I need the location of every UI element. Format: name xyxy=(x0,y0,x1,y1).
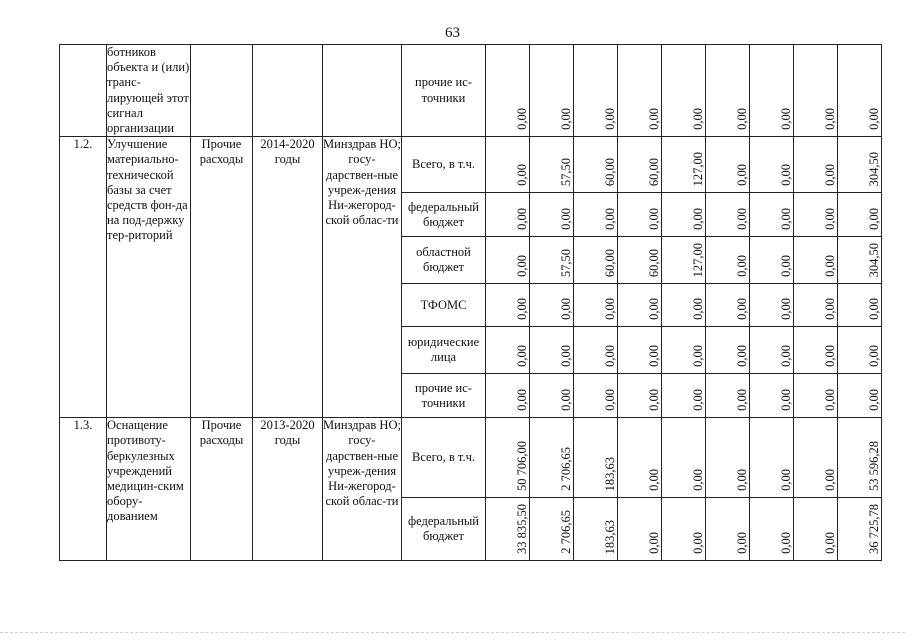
value-cell xyxy=(794,237,838,284)
row-number xyxy=(60,45,107,137)
funding-source-label: федеральный бюджет xyxy=(402,193,486,237)
table-row xyxy=(60,418,882,498)
row-name: Улучшение материально-технической базы за счет средств фон-да на под-держку тер-риторий xyxy=(107,137,191,418)
value-text: 0,00 xyxy=(778,469,793,492)
value-cell xyxy=(574,374,618,418)
value-text: 0,00 xyxy=(734,469,749,492)
value-cell xyxy=(618,284,662,327)
value-text: 0,00 xyxy=(514,164,529,187)
value-text: 0,00 xyxy=(778,345,793,368)
value-text: 0,00 xyxy=(602,208,617,231)
value-text: 36 725,78 xyxy=(866,504,881,555)
value-text: 60,00 xyxy=(602,249,617,278)
funding-source-label: областной бюджет xyxy=(402,237,486,284)
value-cell xyxy=(574,327,618,374)
value-text: 0,00 xyxy=(866,298,881,321)
value-text: 57,50 xyxy=(558,158,573,187)
value-text: 2 706,65 xyxy=(558,510,573,555)
value-text: 50 706,00 xyxy=(514,441,529,492)
value-cell xyxy=(794,137,838,193)
value-cell xyxy=(618,45,662,137)
value-cell xyxy=(574,498,618,561)
value-cell xyxy=(486,498,530,561)
value-cell xyxy=(530,237,574,284)
value-cell xyxy=(530,193,574,237)
value-text: 0,00 xyxy=(558,345,573,368)
value-cell xyxy=(750,193,794,237)
row-expense-type: Прочие расходы xyxy=(191,137,253,418)
value-cell xyxy=(750,45,794,137)
value-text: 0,00 xyxy=(822,208,837,231)
value-text: 0,00 xyxy=(778,298,793,321)
funding-source-label: прочие ис-точники xyxy=(402,374,486,418)
value-cell xyxy=(794,284,838,327)
value-text: 0,00 xyxy=(514,345,529,368)
value-text: 0,00 xyxy=(822,298,837,321)
value-cell xyxy=(838,374,882,418)
value-cell xyxy=(574,418,618,498)
value-cell xyxy=(574,284,618,327)
value-text: 127,00 xyxy=(690,242,705,278)
value-cell xyxy=(530,284,574,327)
value-cell xyxy=(706,193,750,237)
value-text: 0,00 xyxy=(690,469,705,492)
budget-table xyxy=(59,44,882,561)
value-text: 0,00 xyxy=(514,208,529,231)
value-text: 0,00 xyxy=(778,108,793,131)
value-cell xyxy=(486,137,530,193)
value-text: 0,00 xyxy=(734,208,749,231)
value-cell xyxy=(750,284,794,327)
value-cell xyxy=(794,374,838,418)
value-text: 304,50 xyxy=(866,151,881,187)
value-text: 0,00 xyxy=(734,108,749,131)
value-text: 0,00 xyxy=(822,345,837,368)
value-cell xyxy=(662,137,706,193)
value-text: 304,50 xyxy=(866,242,881,278)
value-cell xyxy=(486,45,530,137)
value-cell xyxy=(662,374,706,418)
value-text: 60,00 xyxy=(646,249,661,278)
funding-source-label: Всего, в т.ч. xyxy=(402,418,486,498)
value-text: 0,00 xyxy=(690,298,705,321)
value-text: 0,00 xyxy=(646,208,661,231)
value-cell xyxy=(530,418,574,498)
row-expense-type xyxy=(191,45,253,137)
value-text: 0,00 xyxy=(646,532,661,555)
value-text: 0,00 xyxy=(778,532,793,555)
value-cell xyxy=(618,418,662,498)
row-executor xyxy=(323,45,402,137)
value-text: 0,00 xyxy=(646,108,661,131)
value-cell xyxy=(618,237,662,284)
value-cell xyxy=(662,237,706,284)
row-executor: Минздрав НО; госу-дарствен-ные учреж-дения Ни-жегород-ской облас-ти xyxy=(323,137,402,418)
value-text: 0,00 xyxy=(734,164,749,187)
table-row xyxy=(60,137,882,193)
value-text: 0,00 xyxy=(734,345,749,368)
value-text: 0,00 xyxy=(690,532,705,555)
value-text: 53 596,28 xyxy=(866,441,881,492)
value-text: 0,00 xyxy=(690,389,705,412)
value-cell xyxy=(486,418,530,498)
value-cell xyxy=(750,137,794,193)
value-cell xyxy=(838,327,882,374)
value-text: 0,00 xyxy=(690,108,705,131)
value-cell xyxy=(486,193,530,237)
value-text: 0,00 xyxy=(734,389,749,412)
value-text: 0,00 xyxy=(690,345,705,368)
value-cell xyxy=(486,237,530,284)
value-text: 0,00 xyxy=(866,345,881,368)
value-cell xyxy=(618,137,662,193)
value-text: 0,00 xyxy=(822,255,837,278)
value-cell xyxy=(706,45,750,137)
value-text: 0,00 xyxy=(602,108,617,131)
value-cell xyxy=(618,498,662,561)
value-text: 0,00 xyxy=(822,164,837,187)
value-cell xyxy=(530,137,574,193)
value-cell xyxy=(706,137,750,193)
value-cell xyxy=(794,498,838,561)
value-cell xyxy=(618,327,662,374)
value-text: 2 706,65 xyxy=(558,447,573,492)
row-name: ботников объекта и (или) транс-лирующей этот сигнал организации xyxy=(107,45,190,136)
funding-source-label: Всего, в т.ч. xyxy=(402,137,486,193)
value-cell xyxy=(706,418,750,498)
value-cell xyxy=(706,498,750,561)
value-text: 60,00 xyxy=(602,158,617,187)
value-cell xyxy=(486,284,530,327)
value-text: 0,00 xyxy=(602,389,617,412)
value-text: 0,00 xyxy=(822,532,837,555)
row-number: 1.3. xyxy=(60,418,107,561)
value-cell xyxy=(574,137,618,193)
value-text: 0,00 xyxy=(778,255,793,278)
value-cell xyxy=(662,327,706,374)
value-text: 183,63 xyxy=(602,519,617,555)
value-cell xyxy=(662,284,706,327)
value-text: 127,00 xyxy=(690,151,705,187)
value-cell xyxy=(662,418,706,498)
value-cell xyxy=(530,45,574,137)
funding-source-label: прочие ис-точники xyxy=(402,45,486,137)
value-text: 0,00 xyxy=(734,298,749,321)
value-cell xyxy=(574,193,618,237)
value-cell xyxy=(662,45,706,137)
funding-source-label: юридические лица xyxy=(402,327,486,374)
value-cell xyxy=(530,374,574,418)
value-text: 0,00 xyxy=(778,164,793,187)
value-cell xyxy=(750,374,794,418)
value-text: 0,00 xyxy=(646,298,661,321)
value-cell xyxy=(706,327,750,374)
value-cell xyxy=(662,498,706,561)
value-text: 0,00 xyxy=(646,345,661,368)
row-name: Оснащение противоту-беркулезных учреждений медицин-ским обору-дованием xyxy=(107,418,191,561)
value-text: 0,00 xyxy=(822,389,837,412)
funding-source-label: ТФОМС xyxy=(402,284,486,327)
row-number: 1.2. xyxy=(60,137,107,418)
value-text: 0,00 xyxy=(734,255,749,278)
value-cell xyxy=(662,193,706,237)
table-row xyxy=(60,45,882,137)
page-number: 63 xyxy=(445,25,460,41)
value-cell xyxy=(618,374,662,418)
value-cell xyxy=(618,193,662,237)
value-cell xyxy=(706,374,750,418)
row-executor: Минздрав НО; госу-дарствен-ные учреж-дения Ни-жегород-ской облас-ти xyxy=(323,418,402,561)
value-text: 0,00 xyxy=(514,389,529,412)
value-cell xyxy=(838,498,882,561)
value-text: 0,00 xyxy=(822,469,837,492)
value-text: 60,00 xyxy=(646,158,661,187)
value-cell xyxy=(530,498,574,561)
value-cell xyxy=(794,193,838,237)
value-cell xyxy=(486,327,530,374)
value-cell xyxy=(530,327,574,374)
value-text: 0,00 xyxy=(690,208,705,231)
funding-source-label: федеральный бюджет xyxy=(402,498,486,561)
value-text: 0,00 xyxy=(778,208,793,231)
value-cell xyxy=(794,45,838,137)
value-text: 0,00 xyxy=(866,389,881,412)
value-text: 0,00 xyxy=(822,108,837,131)
value-text: 0,00 xyxy=(866,108,881,131)
value-cell xyxy=(794,418,838,498)
value-text: 0,00 xyxy=(514,298,529,321)
value-text: 0,00 xyxy=(778,389,793,412)
value-text: 0,00 xyxy=(514,255,529,278)
value-text: 0,00 xyxy=(514,108,529,131)
value-cell xyxy=(838,237,882,284)
value-text: 0,00 xyxy=(558,108,573,131)
value-text: 33 835,50 xyxy=(514,504,529,555)
row-years: 2014-2020 годы xyxy=(253,137,323,418)
value-text: 0,00 xyxy=(558,208,573,231)
value-cell xyxy=(706,237,750,284)
value-cell xyxy=(574,237,618,284)
value-cell xyxy=(794,327,838,374)
value-text: 0,00 xyxy=(866,208,881,231)
value-text: 0,00 xyxy=(646,389,661,412)
value-text: 0,00 xyxy=(558,389,573,412)
value-text: 0,00 xyxy=(646,469,661,492)
value-cell xyxy=(706,284,750,327)
value-cell xyxy=(574,45,618,137)
row-years xyxy=(253,45,323,137)
row-expense-type: Прочие расходы xyxy=(191,418,253,561)
value-cell xyxy=(486,374,530,418)
value-cell xyxy=(838,137,882,193)
value-text: 0,00 xyxy=(558,298,573,321)
value-cell xyxy=(838,284,882,327)
value-cell xyxy=(838,193,882,237)
value-cell xyxy=(750,327,794,374)
value-cell xyxy=(750,498,794,561)
value-cell xyxy=(750,418,794,498)
row-years: 2013-2020 годы xyxy=(253,418,323,561)
value-cell xyxy=(838,45,882,137)
scan-artifact-line xyxy=(0,632,905,634)
value-cell xyxy=(838,418,882,498)
value-text: 183,63 xyxy=(602,456,617,492)
value-text: 0,00 xyxy=(734,532,749,555)
value-text: 0,00 xyxy=(602,298,617,321)
value-text: 0,00 xyxy=(602,345,617,368)
value-text: 57,50 xyxy=(558,249,573,278)
value-cell xyxy=(750,237,794,284)
